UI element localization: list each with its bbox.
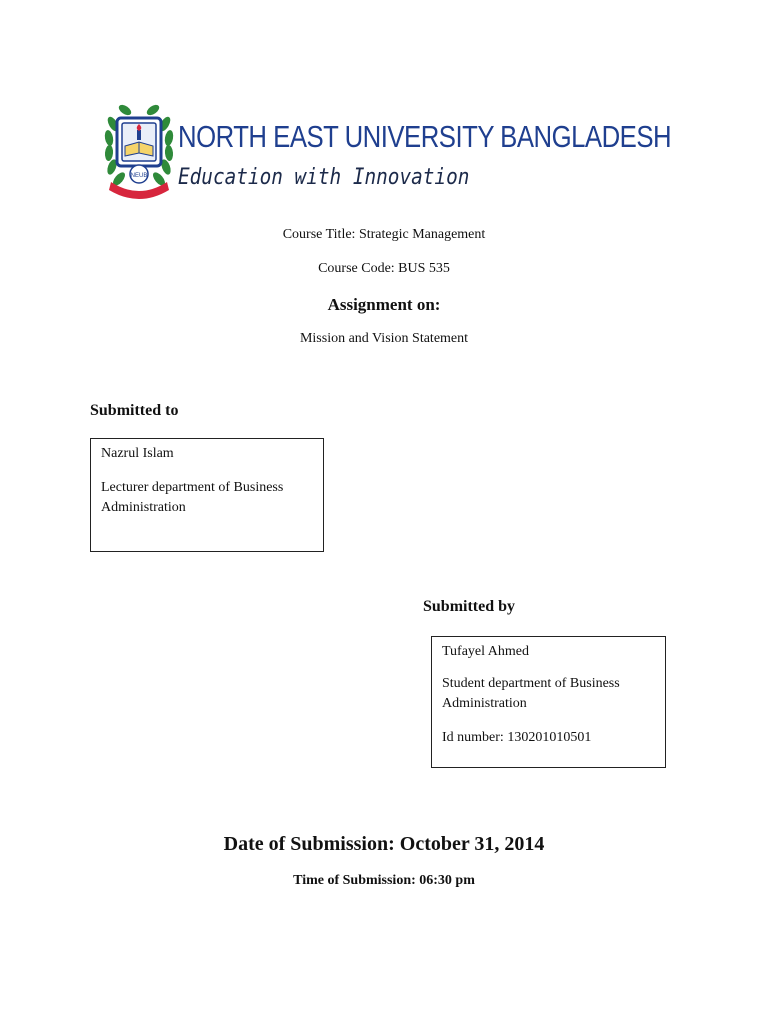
submitted-to-heading: Submitted to (90, 402, 179, 419)
student-name: Tufayel Ahmed (442, 644, 529, 659)
recipient-role: Lecturer department of Business Administration (101, 480, 284, 515)
university-name: NORTH EAST UNIVERSITY BANGLADESH (178, 119, 672, 154)
assignment-heading: Assignment on: (327, 295, 441, 314)
submitted-by-heading: Submitted by (423, 598, 516, 615)
submitted-by-box (431, 636, 666, 768)
submission-date: Date of Submission: October 31, 2014 (223, 833, 545, 855)
assignment-topic: Mission and Vision Statement (299, 331, 469, 346)
university-logo (103, 96, 175, 210)
course-code: Course Code: BUS 535 (318, 261, 450, 276)
student-id: Id number: 130201010501 (442, 730, 592, 745)
submission-time: Time of Submission: 06:30 pm (293, 873, 475, 888)
university-tagline: Education with Innovation (178, 165, 470, 190)
submitted-to-box (90, 438, 324, 552)
svg-text:NEUB: NEUB (130, 173, 148, 179)
student-role: Student department of Business Administration (442, 676, 620, 711)
university-crest-icon (103, 96, 175, 210)
course-title: Course Title: Strategic Management (282, 227, 486, 242)
recipient-name: Nazrul Islam (101, 446, 174, 461)
